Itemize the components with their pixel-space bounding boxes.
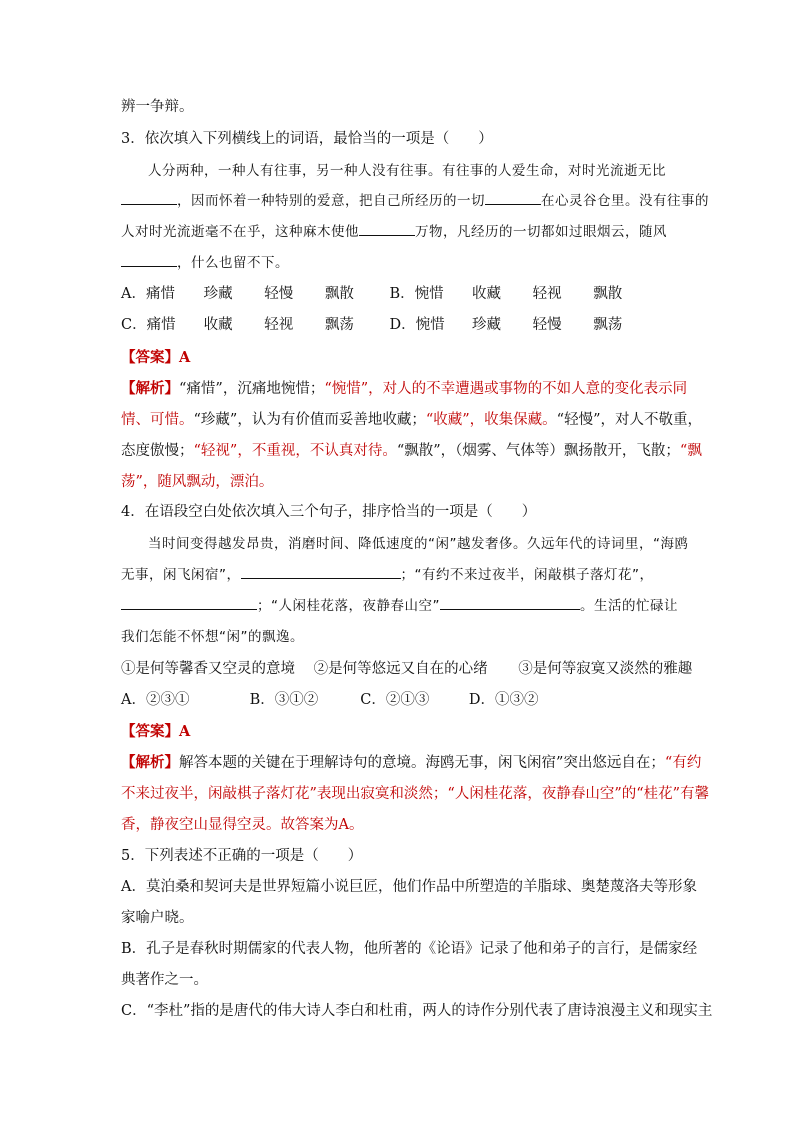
option-d[interactable]: D．惋惜 — [389, 317, 445, 333]
q4-option-a[interactable]: A．②③① — [121, 692, 190, 708]
q4-items: ①是何等馨香又空灵的意境 ②是何等悠远又自在的心绪 ③是何等寂寞又淡然的雅趣 — [121, 661, 693, 677]
blank-2[interactable] — [485, 189, 541, 205]
q4-blank-2[interactable] — [121, 594, 257, 610]
q3-stem: 3．依次填入下列横线上的词语，最恰当的一项是（ ） — [121, 131, 493, 147]
q4-stem: 4．在语段空白处依次填入三个句子，排序恰当的一项是（ ） — [121, 504, 537, 520]
q3-analysis: 【解析】“痛惜”，沉痛地惋惜；“惋惜”，对人的不幸遭遇或事物的不如人意的变化表示同情、可惜。“珍藏”，认为有价值而妥善地收藏；“收藏”，收集保藏。“轻慢”，对人不敬重，态度傲慢；“轻视”，不重视，不认真对待。“飘散”，（烟雾、气体等）飘扬散开，飞散；“飘荡”，随风飘动，漂泊。 — [121, 380, 702, 490]
q4-passage-line4: 我们怎能不怀想“闲”的飘逸。 — [121, 629, 304, 645]
q5-option-a[interactable]: A．莫泊桑和契诃夫是世界短篇小说巨匠，他们作品中所塑造的羊脂球、奥楚蔑洛夫等形象家喻户晓。 — [121, 879, 697, 926]
option-b[interactable]: B．惋惜 — [389, 286, 444, 302]
q3-passage-line1: 人分两种，一种人有往事，另一种人没有往事。有往事的人爱生命，对时光流逝无比 — [148, 163, 666, 179]
q4-passage-line1: 当时间变得越发昂贵，消磨时间、降低速度的“闲”越发奢侈。久远年代的诗词里，“海鸥 — [148, 536, 689, 552]
q4-options — [121, 685, 538, 716]
blank-4[interactable] — [121, 251, 177, 267]
q4-option-d[interactable]: D．①③② — [468, 692, 539, 708]
q3-options-row1: A．痛惜 珍藏 轻慢 飘散 B．惋惜 收藏 轻视 飘散 — [121, 279, 633, 310]
q5-option-c[interactable]: C．“李杜”指的是唐代的伟大诗人李白和杜甫，两人的诗作分别代表了唐诗浪漫主义和现实主 — [121, 1003, 713, 1019]
q4-analysis: 【解析】解答本题的关键在于理解诗句的意境。海鸥无事，闲飞闲宿”突出悠远自在；“有约不来过夜半，闲敲棋子落灯花”表现出寂寞和淡然；“人闲桂花落，夜静春山空”的“桂花”有馨香，静夜空山显得空灵。故答案为A。 — [121, 754, 710, 833]
blank-3[interactable] — [359, 220, 415, 236]
q4-blank-3[interactable] — [440, 594, 580, 610]
q4-blank-1[interactable] — [241, 563, 401, 579]
q5-stem: 5．下列表述不正确的一项是（ ） — [121, 848, 363, 864]
option-c[interactable]: C．痛惜 — [121, 317, 176, 333]
q3-options-row2: C．痛惜 收藏 轻视 飘荡 D．惋惜 珍藏 轻慢 飘荡 — [121, 310, 633, 341]
q4-option-c[interactable]: C．②①③ — [360, 692, 430, 708]
q5-option-b[interactable]: B．孔子是春秋时期儒家的代表人物，他所著的《论语》记录了他和弟子的言行，是儒家经典著作之一。 — [121, 941, 698, 988]
q4-passage-line3: ；“人闲桂花落，夜静春山空” 。生活的忙碌让 — [121, 591, 711, 622]
option-a[interactable]: A．痛惜 — [121, 286, 175, 302]
q4-passage-line2: 无事，闲飞闲宿”， ；“有约不来过夜半，闲敲棋子落灯花”， — [121, 560, 711, 591]
top-line: 辨一争辩。 — [121, 99, 194, 115]
blank-1[interactable] — [121, 189, 177, 205]
q3-passage-line4: ，什么也留不下。 — [121, 248, 711, 279]
q4-answer: 【答案】A — [121, 723, 191, 740]
q4-option-b[interactable]: B．③①② — [249, 692, 319, 708]
q3-answer: 【答案】A — [121, 349, 191, 366]
q3-passage-line2: ，因而怀着一种特别的爱意，把自己所经历的一切 在心灵谷仓里。没有往事的 — [121, 186, 711, 217]
q3-passage-line3: 人对时光流逝毫不在乎，这种麻木使他 万物，凡经历的一切都如过眼烟云，随风 — [121, 217, 711, 248]
